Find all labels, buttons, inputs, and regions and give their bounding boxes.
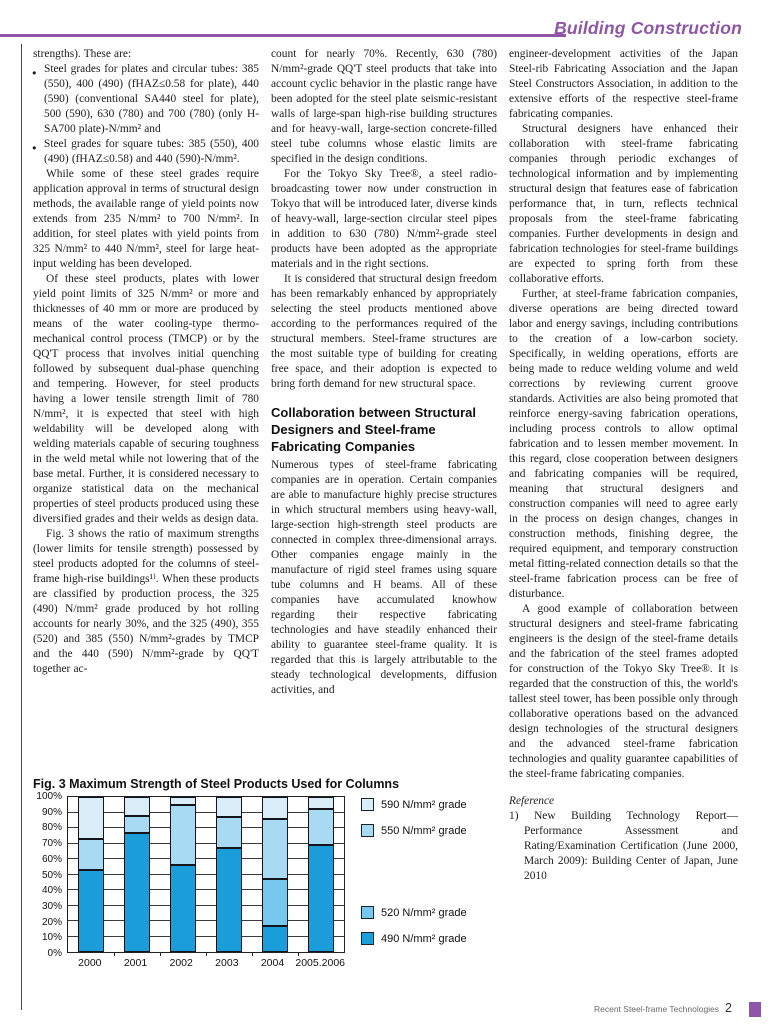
bar-segment [170, 865, 196, 952]
bar-segment [124, 816, 150, 833]
bar-segment [170, 797, 196, 805]
x-axis-labels [67, 957, 345, 969]
section-heading: Collaboration between Structural Designers and Steel-frame Fabricating Companies [271, 405, 477, 454]
text-column-left [33, 47, 259, 677]
page-footer [594, 1001, 732, 1015]
x-axis-label: 2003 [215, 957, 239, 969]
x-axis-tick [298, 952, 299, 956]
text-column-right [509, 47, 738, 884]
x-axis-label: 2001 [123, 957, 148, 969]
bar-segment [216, 848, 242, 952]
legend-swatch-icon [361, 824, 374, 837]
legend-label: 550 N/mm² grade [381, 824, 467, 837]
legend-swatch-icon [361, 932, 374, 945]
paragraph: Of these steel products, plates with lower yield point limits of 325 N/mm² or more and thicknesses of 40 mm or more are produced by means of the water cooling-type thermo-mechanical control process (TMCP) or by the QQ'T process that involves initial quenching followed by subsequent dual-phase quenching and tempering. However, for steel products having a lower tensile strength limit of 780 N/mm², it is expected that steel with high weldability will be developed along with welding materials capable of securing toughness in the weld metal while not lowering that of the base metal. Further, it is considered necessary to organize statistical data on the mechanical properties of steel products produced using these diversified grades and their welds as design data. [33, 273, 259, 525]
stacked-bar-2005.2006 [308, 797, 334, 952]
paragraph: Further, at steel-frame fabrication companies, diverse operations are being directed toward labor and energy savings, including contributions to the creation of a low-carbon society. Specifically, in welding operations, efforts are being made to reduce welding volume and weld corrections by reviewing current groove standards. Activities are also being promoted that reinforce energy-saving fabrication operations, including process controls to allow optimal fabrication and to lessen member movement. In this regard, close cooperation between designers and fabricating companies will be required, meaning that structural designers and construction companies will need to agree early in the process on design changes, changes in construction methods, finishing degree, the required equipment, and temporary construction metal fitting-related connection details so that the steel-frame fabrication process can be free of disturbance. [509, 288, 738, 600]
footer-label: Recent Steel-frame Technologies [593, 1004, 720, 1014]
x-axis-tick [114, 952, 115, 956]
paragraph: For the Tokyo Sky Tree®, a steel radio-broadcasting tower now under construction in Tokyo that will be introduced later, diverse kinds of heavy-wall, large-section circular steel pipes in addition to 630 (780) N/mm²-grade steel products have been adopted as the appropriate materials and in the right sections. [271, 168, 497, 270]
paragraph: A good example of collaboration between structural designers and steel-frame fabricating engineers is the design of the steel-frame details and the fabrication of the steel frames adopted for construction of the Tokyo Sky Tree®. It is regarded that the construction of this, the world's tallest steel tower, has been possible only through collaborative operations based on the advanced design technologies of the structural designers and the advanced steel-frame fabrication technologies and quality guarantee capabilities of the steel-frame fabricating companies. [509, 603, 738, 780]
x-axis-tick [160, 952, 161, 956]
chart-plot-column [67, 796, 345, 969]
stacked-bar-2000 [78, 797, 104, 952]
text-column-middle [271, 47, 497, 698]
bar-segment [308, 845, 334, 952]
bullet-item: ● Steel grades for plates and circular tubes: 385 (550), 400 (490) (fHAZ≤0.58 for plate), 440 (590) (conventional SA440 steel for plate), 500 (590), 630 (780) and 700 (780) (only H-SA700 plate)-N/mm² and [33, 62, 259, 137]
y-axis-tick-label: 60% [41, 853, 62, 865]
legend-swatch-icon [361, 906, 374, 919]
y-axis-tick-label: 100% [36, 791, 62, 802]
header-rule [0, 34, 566, 37]
legend-swatch-icon [361, 798, 374, 811]
x-axis-label: 2005.2006 [295, 957, 345, 969]
legend-spacer [361, 850, 467, 906]
y-axis-tick-label: 30% [41, 900, 62, 912]
bar-segment [170, 805, 196, 865]
bar-segment [124, 797, 150, 816]
y-axis-tick-label: 20% [41, 916, 62, 928]
stacked-bar-2002 [170, 797, 196, 952]
figure-3 [33, 777, 481, 972]
bar-segment [124, 833, 150, 952]
stacked-bar-chart [33, 791, 481, 972]
legend-label: 590 N/mm² grade [381, 798, 467, 811]
paragraph: strengths). These are: [33, 48, 132, 60]
bar-slot [160, 797, 206, 952]
legend-item [361, 932, 467, 945]
y-axis-tick-label: 0% [47, 948, 62, 959]
bar-segment [262, 819, 288, 879]
paragraph: 1) New Building Technology Report—Performance Assessment and Rating/Examination Certification (June 2000, March 2009): Building Center of Japan, June 2010 [509, 810, 738, 882]
paragraph: engineer-development activities of the Japan Steel-rib Fabricating Association and the Japan Steel Constructors Association, in addition to the extensive efforts of the respective steel-frame fabricating companies. [509, 48, 738, 120]
bar-segment [308, 809, 334, 845]
x-axis-label: 2002 [169, 957, 193, 969]
bars-layer [68, 797, 344, 952]
stacked-bar-2004 [262, 797, 288, 952]
legend-item [361, 824, 467, 837]
left-margin-rule [21, 44, 22, 1010]
paragraph: While some of these steel grades require application approval in terms of structural design methods, the available range of yield points now extends from 235 N/mm² to 700 N/mm². In addition, for steel plates with yield points from 325 N/mm² to 440 N/mm², steel for large heat-input welding has been developed. [33, 168, 259, 270]
y-axis-labels [33, 791, 67, 959]
footer-accent-square [749, 1002, 761, 1017]
y-axis-tick-label: 90% [41, 806, 62, 818]
x-axis-tick [206, 952, 207, 956]
bar-segment [216, 797, 242, 817]
paragraph: Numerous types of steel-frame fabricating companies are in operation. Certain companies are able to manufacture highly precise structures in which structural members using heavy-wall, large-section high-strength steel products are connected in complex three-dimensional arrays. Other companies engage mainly in the manufacture of rigid steel frames using square tube columns and H beams. All of these companies have accumulated knowhow regarding their respective fabricating technologies and have steadily enhanced their ability to guarantee steel-frame quality. It is regarded that this is largely attributable to the steady technological developments, diffusion activities, and [271, 459, 497, 696]
bar-segment [262, 879, 288, 926]
paragraph: Fig. 3 shows the ratio of maximum strengths (lower limits for tensile strength) possessed by steel products adopted for the columns of steel-frame high-rise buildings¹⁾. When these products are classified by production process, the 325 (490) N/mm² grade produced by hot rolling accounts for nearly 30%, and the 325 (490), 355 (520) and 385 (550) N/mm²-grades by TMCP and the 440 (590) N/mm²-grade by QQ'T together ac- [33, 528, 259, 675]
bar-slot [114, 797, 160, 952]
y-axis-tick-label: 50% [41, 869, 62, 881]
bullet-item: ● Steel grades for square tubes: 385 (550), 400 (490) (fHAZ≤0.58) and 440 (590)-N/mm². [33, 137, 259, 167]
y-axis-tick-label: 40% [41, 885, 62, 897]
bar-segment [262, 797, 288, 819]
x-axis-label: 2000 [78, 957, 102, 969]
x-axis-label: 2004 [260, 957, 285, 969]
bar-segment [78, 797, 104, 839]
bar-slot [298, 797, 344, 952]
legend-item [361, 906, 467, 919]
footer-page-number: 2 [725, 1001, 732, 1015]
x-axis-tick [252, 952, 253, 956]
bar-slot [68, 797, 114, 952]
chart-legend [361, 796, 467, 972]
paragraph: Reference [509, 795, 555, 807]
y-axis-tick-label: 10% [41, 932, 62, 944]
paragraph: Structural designers have enhanced their collaboration with steel-frame fabricating companies through periodic exchanges of technological information and by implementing structural design that features ease of fabrication performance that, in turn, reflects technical proposals from the steel-frame fabricating companies. Further developments in design and fabrication technologies for steel-frame buildings are expected to spring forth from these collaborative efforts. [509, 123, 738, 285]
bar-slot [206, 797, 252, 952]
paragraph: It is considered that structural design freedom has been remarkably enhanced by appropriately selecting the steel products mentioned above according to the performances required of the structural members. Steel-frame structures are the most suitable type of building for creating free space, and their adoption is expected to bring forth demand for new structural space. [271, 273, 497, 390]
legend-label: 520 N/mm² grade [381, 906, 467, 919]
y-axis-tick-label: 70% [41, 838, 62, 850]
bar-segment [78, 870, 104, 952]
bar-segment [262, 926, 288, 952]
legend-label: 490 N/mm² grade [381, 932, 467, 945]
figure-caption: Fig. 3 Maximum Strength of Steel Products Used for Columns [33, 777, 400, 791]
bar-segment [216, 817, 242, 848]
stacked-bar-2001 [124, 797, 150, 952]
y-axis-tick-label: 80% [41, 822, 62, 834]
chart-plot-area [67, 796, 345, 953]
paragraph: count for nearly 70%. Recently, 630 (780) N/mm²-grade QQ'T steel products that take into account cyclic behavior in the plastic range have been adopted for the steel plate seismic-resistant walls of large-span high-rise building structures and for heavy-wall, large-section concrete-filled steel tube columns whose elastic limits are specified in the design conditions. [271, 48, 497, 165]
stacked-bar-2003 [216, 797, 242, 952]
page-header-title: Building Construction [554, 18, 742, 38]
bar-slot [252, 797, 298, 952]
legend-item [361, 798, 467, 811]
bar-segment [78, 839, 104, 870]
bar-segment [308, 797, 334, 809]
